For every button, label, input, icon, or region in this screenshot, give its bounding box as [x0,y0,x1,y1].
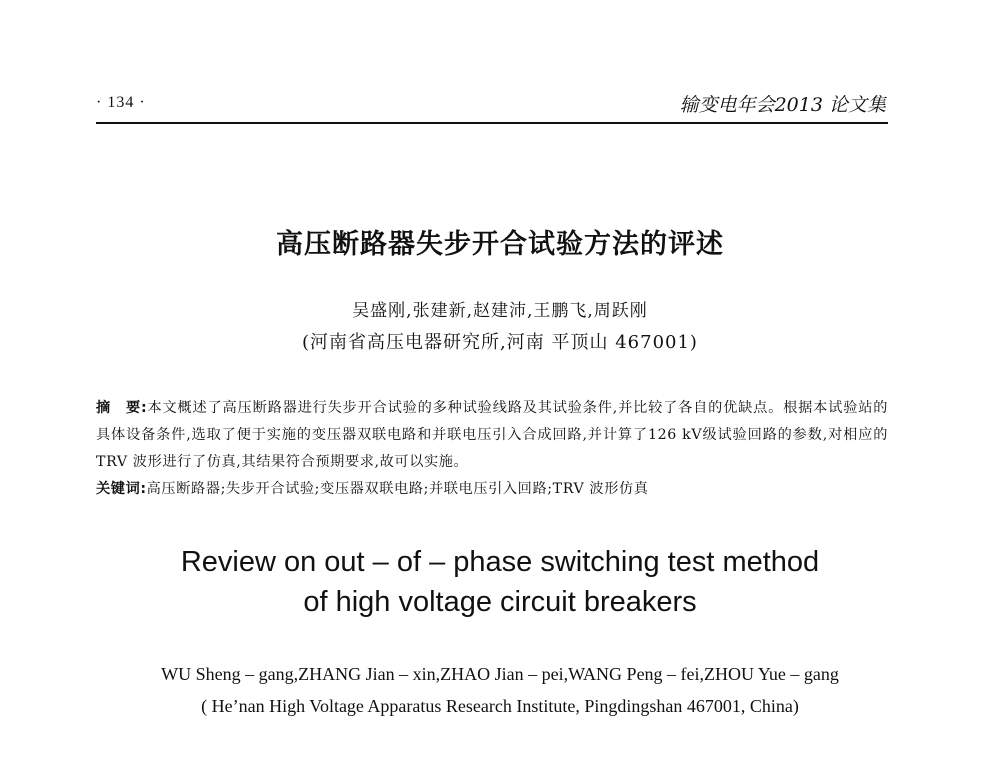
journal-name: 输变电年会2013 论文集 [679,94,886,116]
abstract-label: 摘 要: [96,400,148,416]
keywords-text: 高压断路器;失步开合试验;变压器双联电路;并联电压引入回路;TRV 波形仿真 [146,481,649,497]
english-authors: WU Sheng – gang,ZHANG Jian – xin,ZHAO Jian – pei,WANG Peng – fei,ZHOU Yue – gang [161,664,839,684]
abstract [96,395,888,476]
english-title [0,542,1000,622]
chinese-authors: 吴盛刚,张建新,赵建沛,王鹏飞,周跃刚 [352,301,648,321]
chinese-affiliation: (河南省高压电器研究所,河南 平顶山 467001) [302,332,698,353]
abstract-text: 本文概述了高压断路器进行失步开合试验的多种试验线路及其试验条件,并比较了各自的优缺点。根据本试验站的具体设备条件,选取了便于实施的变压器双联电路和并联电压引入合成回路,并计算了126 kV级试验回路的参数,对相应的 TRV 波形进行了仿真,其结果符合预期要求,故可以实施。 [96,400,888,470]
page-number: · 134 · [96,94,146,111]
keywords-label: 关键词: [96,481,147,497]
english-title-line-1: Review on out – of – phase switching test method [180,546,820,578]
chinese-title: 高压断路器失步开合试验方法的评述 [276,229,724,260]
english-affiliation: ( He’nan High Voltage Apparatus Research Institute, Pingdingshan 467001, China) [201,696,799,716]
header-rule [96,122,888,124]
page-header [96,90,888,120]
keywords [96,476,888,503]
english-title-line-2: of high voltage circuit breakers [303,586,697,618]
